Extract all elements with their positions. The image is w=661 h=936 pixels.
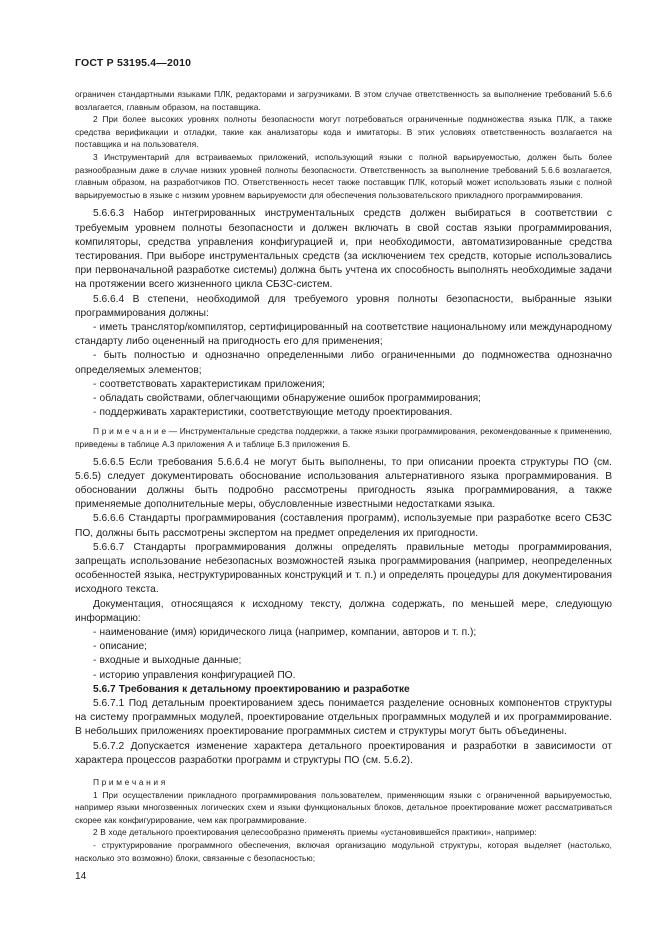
bullet-description: - описание; [93,641,147,653]
bullet-translator-compiler: - иметь транслятор/компилятор, сертифицированный на соответствие национальному или международному стандарту либо оцененный на пригодность его для применения; [75,321,612,348]
clause-5-6-6-5: 5.6.6.5 Если требования 5.6.6.4 не могут быть выполнены, то при описании проекта структуры ПО (см. 5.6.5) следует документировать обоснование использования альтернативного языка программирования. В обосновании должны быть подробно рассмотрены пригодность языка программирования, а также применяемые дополнительные меры, обусловленные известными недостатками языка. [75,456,612,511]
bullet-configuration-history: - историю управления конфигурацией ПО. [93,669,296,681]
bottom-note-bullet-structuring: - структурирование программного обеспечения, включая организацию модульной структуры, которая выделяет (настолько, насколько это возможно) блоки, связанные с безопасностью; [75,840,612,863]
clause-5-6-6-7: 5.6.6.7 Стандарты программирования должны определять правильные методы программирования, запрещать использование небезопасных возможностей языка программирования (например, неопределенных особенностей языка, неструктурированных конструкций и т. п.) и определять процедуры для документирования исходного текста. [75,541,612,596]
clause-5-6-7-2: 5.6.7.2 Допускается изменение характера детального проектирования и разработки в зависимости от характера процессов разработки программ и структуры ПО (см. 5.6.2). [75,740,612,766]
bullet-legal-entity-name: - наименование (имя) юридического лица (например, компании, авторов и т. п.); [93,627,477,639]
bullet-error-detection: - обладать свойствами, облегчающими обнаружение ошибок программирования; [93,392,481,404]
clause-5-6-6-6: 5.6.6.6 Стандарты программирования (составления программ), используемые при разработке всего СБЗС ПО, должны быть рассмотрены экспертом на предмет определения их пригодности. [75,513,612,539]
document-header [75,57,612,69]
bullet-fully-defined: - быть полностью и однозначно определенными либо ограниченными до подмножества однозначно определяемых элементов; [75,350,612,376]
note-tools-paragraph: П р и м е ч а н и е — Инструментальные средства поддержки, а также языки программирования, рекомендованные к применению, приведены в таблице А.3 приложения А и таблице Б.3 приложения Б. [75,426,612,449]
heading-5-6-7: 5.6.7 Требования к детальному проектированию и разработке [93,683,410,695]
note-3-paragraph: 3 Инструментарий для встраиваемых приложений, использующий языки с полной варьируемостью, должен быть более разнообразным даже в случае низких уровней полноты безопасности. Ответственность за выполнение требований 5.6.6 возлагается, главным образом, на разработчиков ПО. Ответственность несет также поставщик ПЛК, который может использовать языки с полной варьируемостью в языке с низким уровнем варьируемости для обеспечения пользовательского прикладного программирования. [75,151,612,200]
note-continuation-paragraph: ограничен стандартными языками ПЛК, редакторами и загрузчиками. В этом случае ответственность за выполнение требований 5.6.6 возлагается, главным образом, на поставщика. [75,89,612,112]
gost-standard-number: ГОСТ Р 53195.4—2010 [75,57,192,69]
bottom-note-2: 2 В ходе детального проектирования целесообразно применять приемы «установившейся практики», например: [93,827,537,838]
documentation-paragraph: Документация, относящаяся к исходному тексту, должна содержать, по меньшей мере, следующую информацию: [75,598,612,624]
notes-label: П р и м е ч а н и я [93,777,166,788]
bullet-support-method: - поддерживать характеристики, соответствующие методу проектирования. [93,407,453,419]
bullet-input-output-data: - входные и выходные данные; [93,655,242,667]
clause-5-6-6-4: 5.6.6.4 В степени, необходимой для требуемого уровня полноты безопасности, выбранные языки программирования должны: [75,293,612,319]
note-2-paragraph: 2 При более высоких уровнях полноты безопасности могут потребоваться ограниченные подмножества языка ПЛК, а также средства верификации и отладки, такие как анализаторы кода и имитаторы. В этих условиях ответственность возлагается на поставщика и на пользователя. [75,114,612,150]
clause-5-6-6-3: 5.6.6.3 Набор интегрированных инструментальных средств должен выбираться в соответствии с требуемым уровнем полноты безопасности и должен включать в свой состав языки программирования, компиляторы, средства управления конфигурацией и, при необходимости, автоматизированные средства тестирования. При выборе инструментальных средств (за исключением тех средств, которые использовались при первоначальной разработке системы) должна быть учтена их способность выполнять необходимые задачи на протяжении всего жизненного цикла СБЗС-систем. [75,208,612,291]
bullet-match-characteristics: - соответствовать характеристикам приложения; [93,378,325,390]
clause-5-6-7-1: 5.6.7.1 Под детальным проектированием здесь понимается разделение основных компонентов структуры на систему программных модулей, проектирование отдельных программных модулей и их программирование. В небольших приложениях проектирование программных систем и структуры могут быть объединены. [75,698,612,738]
page-number: 14 [75,871,87,882]
bottom-note-1: 1 При осуществлении прикладного программирования пользователем, применяющим языки с ограниченной варьируемостью, например языки многозвенных логических схем и языки функциональных блоков, детальное проектирование может рассматриваться скорее как конфигурирование, чем как программирование. [75,789,612,825]
